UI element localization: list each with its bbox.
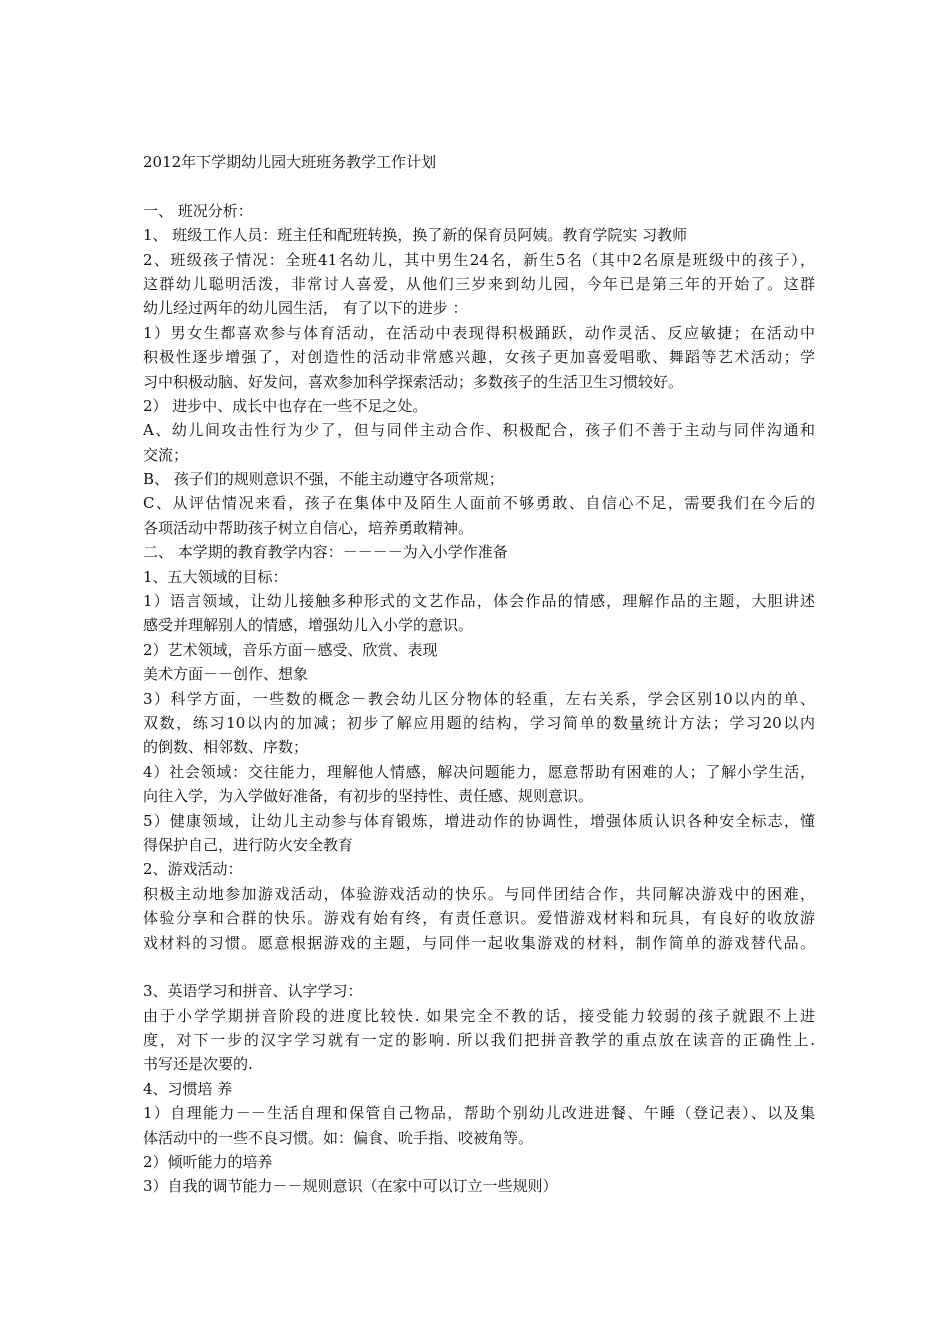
text-line: 二、 本学期的教育教学内容：－－－－为入小学作准备 (143, 543, 508, 562)
text-line: 这群幼儿聪明活泼，非常讨人喜爱，从他们三岁来到幼儿园，今年已是第三年的开始了。这群 (143, 274, 815, 293)
document-body (143, 199, 815, 1199)
text-line: 体验分享和合群的快乐。游戏有始有终，有责任意识。爱惜游戏材料和玩具，有良好的收放游 (143, 909, 815, 928)
document-page (143, 150, 815, 1199)
text-line: 各项活动中帮助孩子树立自信心，培养勇敢精神。 (143, 518, 474, 537)
text-line: 美术方面－－创作、想象 (143, 665, 309, 684)
text-line: 得保护自己，进行防火安全教育 (143, 835, 354, 854)
text-line: 幼儿经过两年的幼儿园生活， 有了以下的进步 ： (143, 299, 468, 318)
text-line: 4）社会领域：交往能力，理解他人情感，解决问题能力，愿意帮助有困难的人；了解小学生活， (143, 762, 815, 781)
text-line: 4、习惯培 养 (143, 1079, 233, 1098)
text-line: 2、游戏活动： (143, 860, 243, 879)
text-line: 积极性逐步增强了，对创造性的活动非常感兴趣，女孩子更加喜爱唱歌、舞蹈等艺术活动；学 (143, 348, 815, 367)
text-line: 戏材料的习惯。愿意根据游戏的主题，与同伴一起收集游戏的材料，制作简单的游戏替代品。 (143, 933, 815, 952)
text-line: 的倒数、相邻数、序数； (143, 738, 309, 757)
text-line: 度，对下一步的汉字学习就有一定的影响. 所以我们把拼音教学的重点放在读音的正确性上. (143, 1031, 815, 1050)
text-line: B、 孩子们的规则意识不强，不能主动遵守各项常规； (143, 470, 504, 489)
text-line: A、幼儿间攻击性行为少了，但与同伴主动合作、积极配合，孩子们不善于主动与同伴沟通和 (143, 421, 815, 440)
document-title: 2012年下学期幼儿园大班班务教学工作计划 (143, 153, 437, 171)
text-line: 一、 班况分析： (143, 201, 253, 220)
blank-line (143, 955, 815, 979)
text-line: 2） 进步中、成长中也存在一些不足之处。 (143, 396, 428, 415)
text-line: 双数，练习10以内的加减；初步了解应用题的结构，学习简单的数量统计方法；学习20以内 (143, 713, 815, 732)
text-line: C、从评估情况来看，孩子在集体中及陌生人面前不够勇敢、自信心不足，需要我们在今后的 (143, 494, 815, 513)
text-line: 书写还是次要的. (143, 1055, 253, 1074)
text-line: 3）科学方面，一些数的概念－教会幼儿区分物体的轻重，左右关系，学会区别10以内的单、 (143, 689, 815, 708)
text-line: 由于小学学期拼音阶段的进度比较快. 如果完全不教的话，接受能力较弱的孩子就跟不上进 (143, 1006, 815, 1025)
text-line: 5）健康领域，让幼儿主动参与体育锻炼，增进动作的协调性，增强体质认识各种安全标志，懂 (143, 811, 815, 830)
text-line: 1）自理能力－－生活自理和保管自己物品，帮助个别幼儿改进进餐、午睡（登记表）、以及集 (143, 1104, 815, 1123)
text-line: 2）倾听能力的培养 (143, 1153, 273, 1172)
text-line: 3、英语学习和拼音、认字学习： (143, 982, 363, 1001)
text-line: 体活动中的一些不良习惯。如：偏食、吮手指、咬被角等。 (143, 1128, 534, 1147)
text-line: 习中积极动脑、好发问，喜欢参加科学探索活动；多数孩子的生活卫生习惯较好。 (143, 372, 684, 391)
text-line: 交流； (143, 445, 189, 464)
text-line: 感受并理解别人的情感，增强幼儿入小学的意识。 (143, 616, 474, 635)
text-line: 2、班级孩子情况：全班41名幼儿，其中男生24名，新生5名（其中2名原是班级中的孩子）， (143, 250, 815, 269)
text-line: 向往入学，为入学做好准备，有初步的坚持性、责任感、规则意识。 (143, 787, 594, 806)
text-line: 1、五大领域的目标： (143, 567, 288, 586)
text-line: 1、 班级工作人员：班主任和配班转换，换了新的保育员阿姨。教育学院实 习教师 (143, 226, 688, 245)
text-line: 3）自我的调节能力－－规则意识（在家中可以订立一些规则） (143, 1177, 558, 1196)
text-line: 1）男女生都喜欢参与体育活动，在活动中表现得积极踊跃，动作灵活、反应敏捷；在活动中 (143, 323, 815, 342)
text-line: 1）语言领域，让幼儿接触多种形式的文艺作品，体会作品的情感，理解作品的主题，大胆讲述 (143, 592, 815, 611)
text-line: 2）艺术领域，音乐方面－感受、欣赏、表现 (143, 640, 438, 659)
text-line: 积极主动地参加游戏活动，体验游戏活动的快乐。与同伴团结合作，共同解决游戏中的困难， (143, 884, 815, 903)
